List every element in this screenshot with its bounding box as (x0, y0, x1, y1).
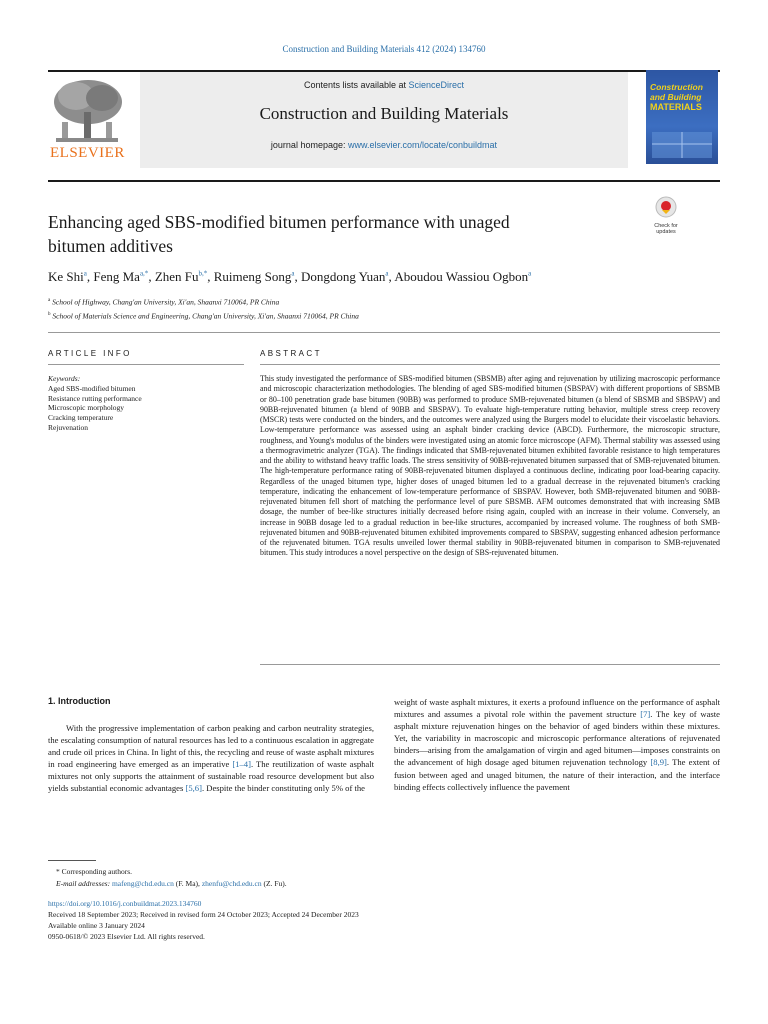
doi-link[interactable]: https://doi.org/10.1016/j.conbuildmat.2023.134760 (48, 899, 202, 908)
article-title-line-2: bitumen additives (48, 236, 173, 256)
contents-line (140, 80, 628, 90)
elsevier-tree-icon (48, 76, 126, 146)
citation-link[interactable]: [8,9] (650, 757, 667, 768)
affiliation-marker: a (48, 298, 51, 303)
check-updates-line-2: updates (656, 229, 676, 235)
author-affiliation-marker[interactable]: b,* (198, 269, 208, 278)
author[interactable]: Ruimeng Song (213, 269, 292, 284)
abstract-text: This study investigated the performance of SBS-modified bitumen (SBSMB) after aging and rejuvenation by utilizing macroscopic performance and microscopic characterization methodologies. The blending of aged SBS-modified bitumen (SBSPAV) with different proportions of SBSMB or 80–100 penetration grade base bitumen (90BB) was performed to produce SMB-rejuvenated bitumen (a blend of SBSMB and SBSPAV) and 90BB-rejuvenated bitumen (a blend of 90BB and SBSPAV). To evaluate high-temperature rutting behavior, multiple stress creep recovery (MSCR) tests were conducted on the binders, and the outcomes were analyzed using the Burgers model to elucidate their viscoelastic behaviors. Low-temperature performance was assessed using an asphalt binder cracking device (ABCD). Furthermore, the microscopic structure, roughness, and Young's modulus of the binders were investigated using an atomic force microscope (AFM). Thermal stability was assessed using a thermogravimetric analyzer (TGA). The findings indicated that SMB-rejuvenated bitumen exhibited favorable resistance to high temperatures and the ability to withstand heavy traffic loads. The stress sensitivity of 90BB-rejuvenated bitumen surpassed that of SMB-rejuvenated bitumen. The high-temperature performance rating of 90BB-rejuvenated bitumen displayed a continuous decline, indicating poor load-bearing capacity. Regardless of the unaged bitumen type, higher doses of unaged bitumen led to a gradual decrease in the rejuvenated bitumen's cracking temperature, indicating the enhancement of low-temperature performance of SBSPAV. However, both SMB-rejuvenated bitumen and 90BB-rejuvenated bitumen fell short of matching the performance level of pure SBSMB. AFM outcomes demonstrated that with increasing SMB dosage, the number of bee-like structures initially decreased before rising again, coupled with an increase in their volume. Conversely, an increase in 90BB dosage led to a gradual reduction in bee-like structures, accompanied by increased volume. The roughness of both SMB-rejuvenated bitumen and 90BB-rejuvenated bitumen exhibited improvements compared to SBSPAV, suggesting enhanced adhesion performance of the rejuvenated bitumen. TGA results unveiled lower thermal stability in 90BB-rejuvenated bitumen in comparison to SMB-rejuvenated bitumen. This study introduces a novel perspective on the design of SBS-rejuvenated bitumen. (260, 374, 720, 558)
body-text: . The reutilization of waste asphalt mixtures not only supports the attainment of sustainable road resource development but also yields substantial economic advantages (48, 759, 375, 794)
abstract-heading: ABSTRACT (260, 349, 322, 358)
author-affiliation-marker[interactable]: a (385, 269, 389, 278)
author-separator: , (148, 269, 155, 284)
cover-line-1: Construction (650, 82, 703, 92)
author[interactable]: Aboudou Wassiou Ogbon (394, 269, 529, 284)
author[interactable]: Ke Shi (48, 269, 84, 284)
affiliations (48, 295, 720, 322)
available-online-date: Available online 3 January 2024 (48, 921, 145, 930)
cover-line-2: and Building (650, 92, 702, 102)
check-for-updates-badge[interactable] (648, 196, 684, 235)
citation-link[interactable]: [1–4] (232, 759, 251, 770)
author[interactable]: Zhen Fu (154, 269, 199, 284)
contents-prefix: Contents lists available at (303, 80, 409, 90)
introduction-right-column (394, 696, 720, 793)
email-link[interactable]: zhenfu@chd.edu.cn (201, 879, 262, 888)
author-separator: , (294, 269, 302, 284)
affiliation-text: School of Materials Science and Engineering, Chang'an University, Xi'an, Shaanxi 710064, PR China (52, 311, 359, 320)
affiliation (48, 309, 720, 323)
keyword: Rejuvenation (48, 422, 88, 432)
journal-homepage-link[interactable]: www.elsevier.com/locate/conbuildmat (347, 140, 498, 150)
author[interactable]: Dongdong Yuan (301, 269, 386, 284)
citation-link[interactable]: [7] (640, 709, 651, 720)
introduction-left-column (48, 722, 374, 795)
article-title-line-1: Enhancing aged SBS-modified bitumen performance with unaged (48, 212, 510, 232)
body-text: . The key of waste asphalt mixture rejuvenation hinges on the behavior of aged binders within these mixtures. Yet, the variability in macroscopic and microscopic performance alterations of rejuvenated binders—arising from the amalgamation of virgin and aged bitumen—imposes constraints on the advancement of high dosage aged bitumen rejuvenation technology (394, 709, 720, 768)
masthead (48, 70, 720, 170)
author-separator: , (207, 269, 214, 284)
keywords-label: Keywords: (48, 374, 81, 383)
author-separator: , (388, 269, 395, 284)
body-text: With the progressive implementation of carbon peaking and carbon neutrality strategies, the escalating consumption of natural resources has led to a continuous escalation in aggregate and crude oil prices in China. In light of this, the recycling and reuse of waste asphalt mixtures in road engineering have emerged as an imperative (48, 723, 374, 770)
masthead-bottom-rule (48, 180, 720, 182)
abstract-bottom-divider (260, 664, 720, 665)
elsevier-logo[interactable] (48, 76, 126, 166)
cover-graphic-icon (646, 124, 718, 164)
journal-title[interactable]: Construction and Building Materials (259, 104, 509, 123)
email-label: E-mail addresses: (56, 879, 111, 888)
author-affiliation-marker[interactable]: a,* (139, 269, 149, 278)
sciencedirect-link[interactable]: ScienceDirect (408, 80, 465, 90)
introduction-paragraph (48, 722, 374, 795)
article-info-divider (48, 364, 244, 365)
cover-line-3: MATERIALS (650, 102, 702, 112)
elsevier-wordmark: ELSEVIER (50, 145, 125, 161)
journal-cover-image[interactable] (646, 70, 718, 164)
author-list (48, 269, 720, 285)
author-affiliation-marker[interactable]: a (83, 269, 87, 278)
email-addresses (56, 878, 287, 890)
check-updates-line-1: Check for (654, 223, 678, 229)
affiliation-text: School of Highway, Chang'an University, Xi'an, Shaanxi 710064, PR China (52, 297, 280, 307)
footnote-divider (48, 860, 96, 861)
author-affiliation-marker[interactable]: a (291, 269, 295, 278)
author-separator: , (86, 269, 94, 284)
body-text: . The extent of fusion between aged and unaged bitumen, the nature of their interaction, and the interface binding effects collectively influence the pavement (394, 757, 720, 792)
author[interactable]: Feng Ma (93, 269, 140, 284)
body-text: weight of waste asphalt mixtures, it exerts a profound influence on the performance of asphalt mixtures and assumes a pivotal role within the pavement structure (394, 697, 720, 720)
affiliation-marker: b (48, 311, 51, 317)
publication-info (48, 898, 359, 942)
email-owner: (F. Ma), (173, 879, 202, 888)
keyword: Microscopic morphology (48, 403, 125, 413)
keyword: Cracking temperature (48, 413, 114, 423)
keyword: Aged SBS-modified bitumen (48, 383, 136, 393)
affiliations-divider (48, 332, 720, 333)
affiliation (48, 295, 720, 309)
email-owner: (Z. Fu). (261, 879, 287, 888)
introduction-paragraph (394, 696, 720, 793)
footnotes (56, 866, 287, 890)
check-for-updates-icon (655, 196, 677, 218)
masthead-banner (140, 72, 628, 168)
keywords-block (48, 374, 244, 433)
cover-title (650, 82, 716, 112)
received-dates: Received 18 September 2023; Received in revised form 24 October 2023; Accepted 24 December 2023 (48, 910, 359, 919)
homepage-prefix: journal homepage: (270, 140, 348, 150)
copyright-notice: 0950-0618/© 2023 Elsevier Ltd. All rights reserved. (48, 932, 205, 941)
keyword: Resistance rutting performance (48, 393, 142, 403)
citation-link[interactable]: [5,6] (185, 783, 202, 794)
abstract-divider (260, 364, 720, 365)
body-text: . Despite the binder constituting only 5% of the (201, 783, 365, 794)
author-affiliation-marker[interactable]: a (528, 269, 532, 278)
article-title (48, 210, 608, 258)
introduction-heading: 1. Introduction (48, 696, 111, 706)
journal-reference[interactable]: Construction and Building Materials 412 (2024) 134760 (282, 44, 486, 54)
corresponding-authors-note: * Corresponding authors. (56, 867, 133, 876)
article-info-heading: ARTICLE INFO (48, 349, 132, 358)
homepage-line (140, 140, 628, 150)
email-link[interactable]: mafeng@chd.edu.cn (111, 879, 174, 888)
